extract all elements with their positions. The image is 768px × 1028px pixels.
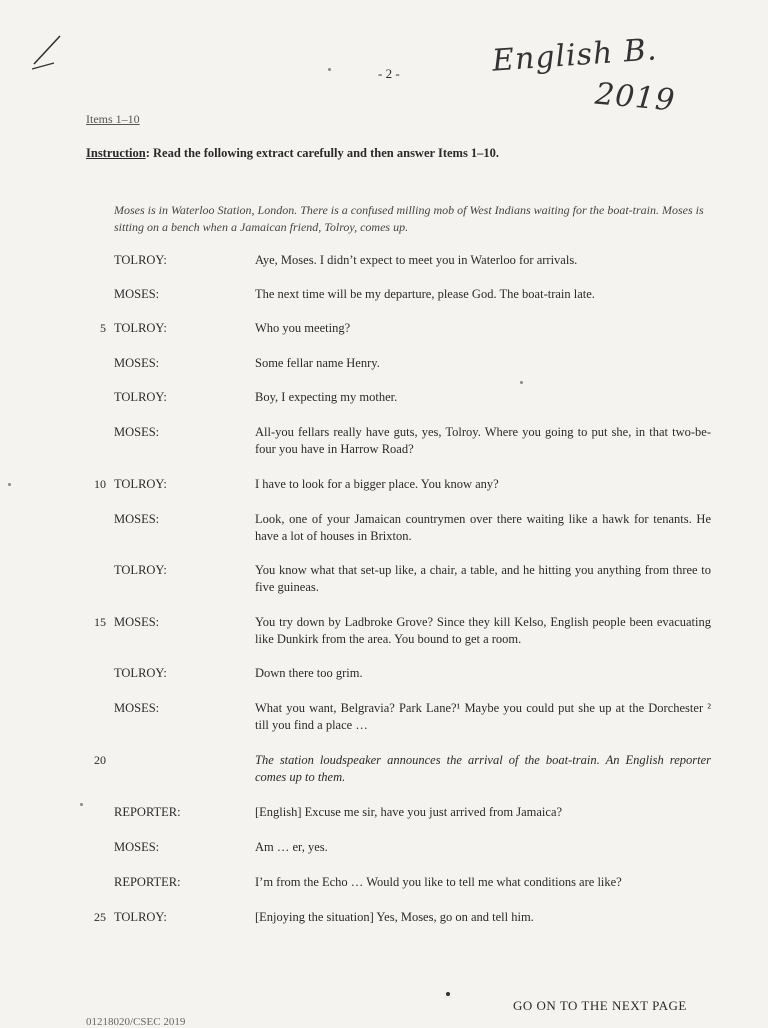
line-text: I have to look for a bigger place. You know any? (255, 477, 499, 491)
line-number: 10 (94, 477, 106, 491)
scan-speck (8, 483, 11, 486)
handwritten-year: 2019 (593, 76, 677, 119)
speaker: MOSES: (114, 512, 160, 526)
line-text: All-you fellars really have guts, yes, Tolroy. Where you going to put she, in that two-be-four you have in Harrow Road? (255, 425, 711, 456)
speaker: TOLROY: (114, 563, 167, 577)
speaker: TOLROY: (114, 321, 167, 335)
speaker: TOLROY: (114, 390, 167, 404)
line-text: Am … er, yes. (255, 840, 328, 854)
line-text: Aye, Moses. I didn’t expect to meet you in Waterloo for arrivals. (255, 253, 578, 267)
line-text: [English] Excuse me sir, have you just arrived from Jamaica? (255, 805, 563, 819)
line-number: 20 (94, 753, 106, 767)
line-text: The next time will be my departure, please God. The boat-train late. (255, 287, 595, 301)
page-number: - 2 - (378, 66, 400, 81)
line-text: Who you meeting? (255, 321, 351, 335)
speaker: MOSES: (114, 840, 160, 854)
speaker: TOLROY: (114, 666, 167, 680)
line-number: 5 (100, 321, 106, 335)
scan-speck (446, 992, 450, 996)
line-number: 15 (94, 615, 106, 629)
next-page-footer: GO ON TO THE NEXT PAGE (513, 998, 687, 1013)
line-text: Boy, I expecting my mother. (255, 390, 398, 404)
speaker: MOSES: (114, 425, 160, 439)
line-text: Look, one of your Jamaican countrymen over there waiting like a hawk for tenants. He have a lot of houses in Brixton. (255, 512, 711, 543)
stage-direction-intro: Moses is in Waterloo Station, London. There is a confused milling mob of West Indians waiting for the boat-train. Moses is sitting on a bench when a Jamaican friend, Tolroy, comes up. (114, 203, 704, 234)
instruction (86, 146, 499, 161)
line-text: Down there too grim. (255, 666, 363, 680)
speaker: MOSES: (114, 701, 160, 715)
scan-speck (520, 381, 523, 384)
speaker: MOSES: (114, 356, 160, 370)
check-mark-icon (30, 30, 68, 70)
instruction-text: : Read the following extract carefully and then answer Items 1–10. (145, 146, 500, 160)
line-text: I’m from the Echo … Would you like to tell me what conditions are like? (255, 875, 622, 889)
line-text: You try down by Ladbroke Grove? Since they kill Kelso, English people been evacuating like Dunkirk from the area. You bound to get a room. (255, 615, 711, 646)
paper-code: 01218020/CSEC 2019 (86, 1016, 186, 1028)
items-label: Items 1–10 (86, 112, 140, 126)
speaker: TOLROY: (114, 253, 167, 267)
line-text: [Enjoying the situation] Yes, Moses, go on and tell him. (255, 910, 534, 924)
line-text: You know what that set-up like, a chair, a table, and he hitting you anything from three to five guineas. (255, 563, 711, 594)
speaker: MOSES: (114, 287, 160, 301)
speaker: MOSES: (114, 615, 160, 629)
handwritten-subject: English B. (490, 32, 659, 79)
speaker: REPORTER: (114, 875, 181, 889)
speaker: REPORTER: (114, 805, 181, 819)
speaker: TOLROY: (114, 477, 167, 491)
stage-direction: The station loudspeaker announces the arrival of the boat-train. An English reporter comes up to them. (255, 753, 711, 784)
scan-speck (328, 68, 331, 71)
line-text: Some fellar name Henry. (255, 356, 380, 370)
instruction-label: Instruction (86, 146, 146, 160)
speaker: TOLROY: (114, 910, 167, 924)
scan-speck (80, 803, 83, 806)
line-text: What you want, Belgravia? Park Lane?¹ Maybe you could put she up at the Dorchester ² till you find a place … (255, 701, 711, 732)
line-number: 25 (94, 910, 106, 924)
